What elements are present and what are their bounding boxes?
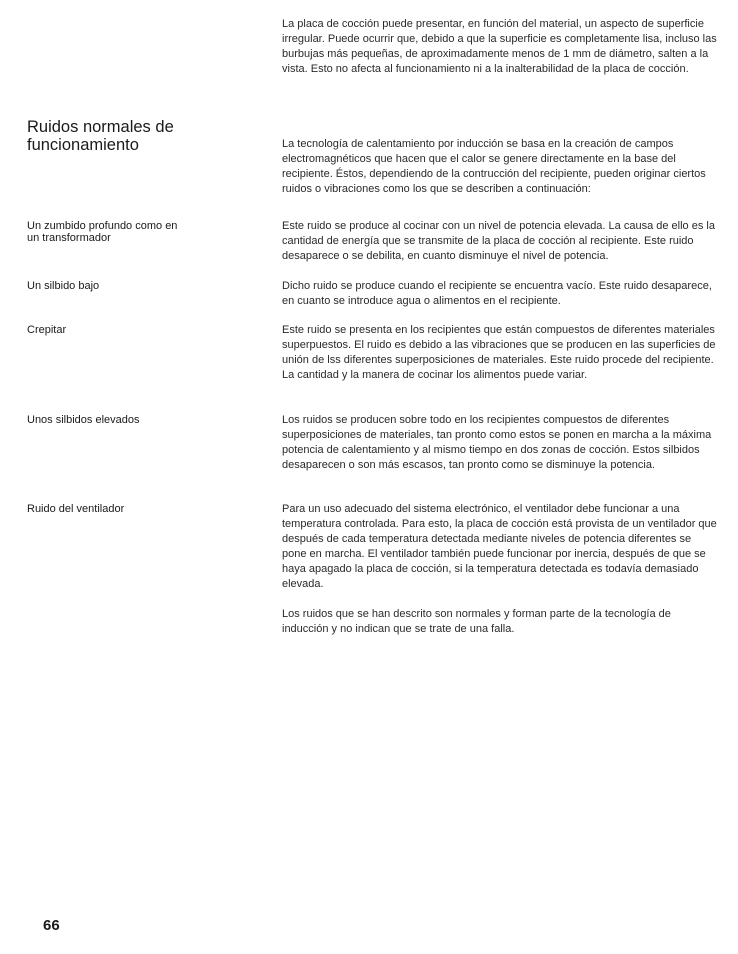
noise-term-fan: Ruido del ventilador: [27, 503, 125, 515]
intro-paragraph: La placa de cocción puede presentar, en función del material, un aspecto de superficie irregular. Puede ocurrir que, debido a que la superficie es completamente lisa, incluso las burbujas más pequeñas, de aproximadamente menos de 1 mm de diámetro, salten a la vista. Esto no afecta al funcionamiento ni a la inalterabilidad de la placa de cocción.: [282, 18, 717, 75]
noise-term-high-whistles: Unos silbidos elevados: [27, 414, 140, 426]
noise-term-deep-hum: Un zumbido profundo como en un transformador: [27, 220, 178, 244]
noise-description-deep-hum: Este ruido se produce al cocinar con un nivel de potencia elevada. La causa de ello es la cantidad de energía que se transmite de la placa de cocción al recipiente. Este ruido desaparece o se debilita, en cuanto disminuye el nivel de potencia.: [282, 220, 715, 262]
noise-description-fan: Para un uso adecuado del sistema electrónico, el ventilador debe funcionar a una temperatura controlada. Para esto, la placa de cocción está provista de un ventilador que después de cada temperatura detectada mediante niveles de potencia diferentes se pone en marcha. El ventilador también puede funcionar por inercia, después de que se haya apagado la placa de cocción, si la temperatura detectada es todavía demasiado elevada.: [282, 503, 717, 590]
page-number: 66: [43, 917, 60, 934]
noise-term-low-whistle: Un silbido bajo: [27, 280, 100, 292]
noise-description-low-whistle: Dicho ruido se produce cuando el recipiente se encuentra vacío. Este ruido desaparece, en cuanto se introduce agua o alimentos en el recipiente.: [282, 280, 712, 307]
closing-paragraph: Los ruidos que se han descrito son normales y forman parte de la tecnología de inducción y no indican que se trate de una falla.: [282, 608, 671, 635]
noise-description-crackle: Este ruido se presenta en los recipientes que están compuestos de diferentes materiales superpuestos. El ruido es debido a las vibraciones que se producen en las superficies de unión de lss diferentes superposiciones de materiales. Este ruido procede del recipiente. La cantidad y la manera de cocinar los alimentos puede variar.: [282, 324, 716, 381]
noise-description-high-whistles: Los ruidos se producen sobre todo en los recipientes compuestos de diferentes superposiciones de materiales, tan pronto como estos se ponen en marcha a la máxima potencia de calentamiento y al mismo tiempo en dos zonas de cocción. Estos silbidos desaparecen o son más escasos, tan pronto como se disminuye la potencia.: [282, 414, 712, 471]
section-intro-paragraph: La tecnología de calentamiento por inducción se basa en la creación de campos electromagnéticos que hacen que el calor se genere directamente en la base del recipiente. Éstos, dependiendo de la contrucción del recipiente, pueden originar ciertos ruidos o vibraciones como los que se describen a continuación:: [282, 138, 706, 195]
noise-term-crackle: Crepitar: [27, 324, 67, 336]
section-heading: Ruidos normales de funcionamiento: [27, 118, 174, 154]
